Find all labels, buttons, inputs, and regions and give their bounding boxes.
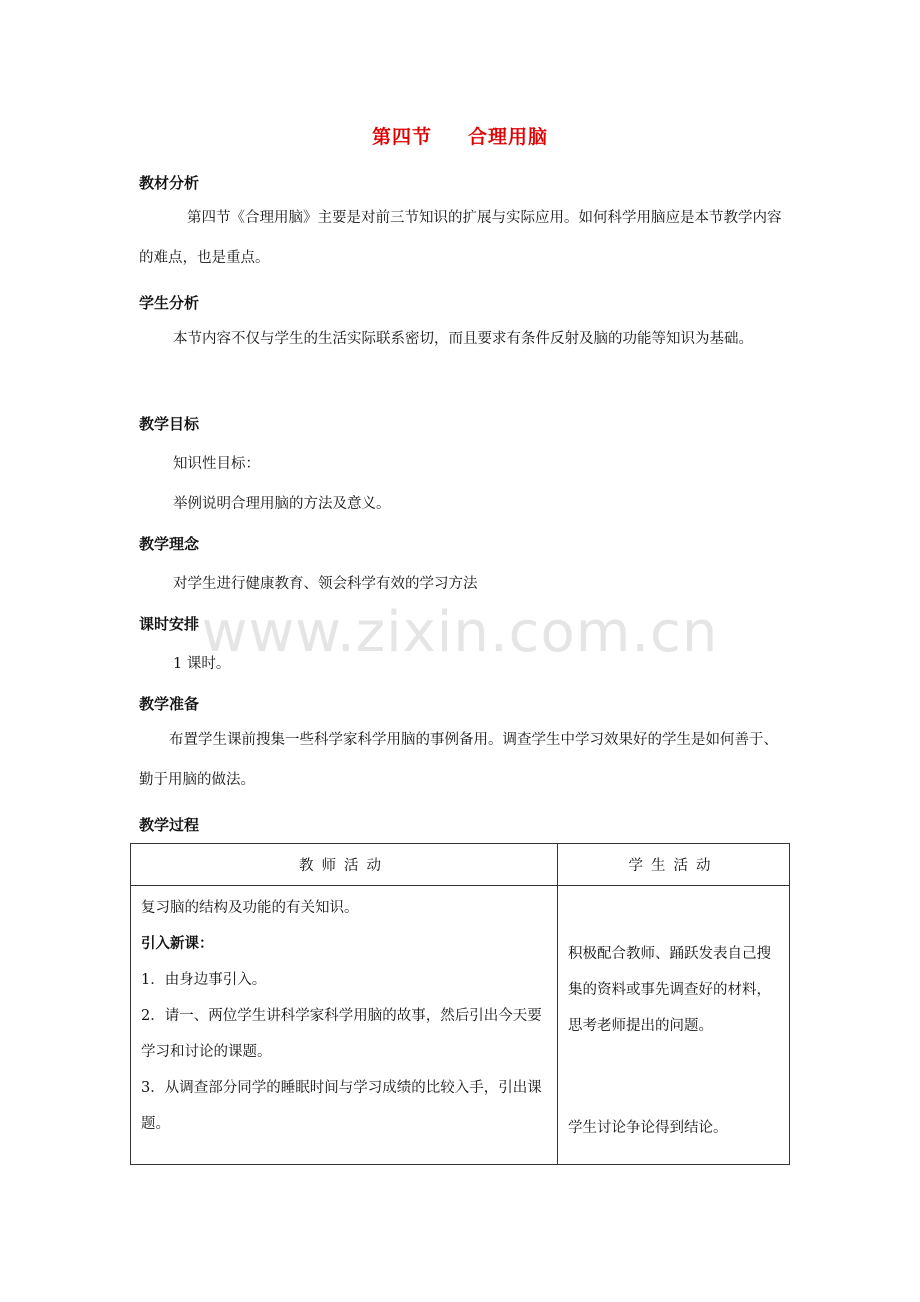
heading-process: 教学过程 — [139, 816, 200, 834]
paragraph-material: 第四节《合理用脑》主要是对前三节知识的扩展与实际应用。如何科学用脑应是本节教学内容的难点，也是重点。 — [139, 210, 782, 266]
heading-material: 教材分析 — [139, 174, 200, 192]
teacher-item2: 2．请一、两位学生讲科学家科学用脑的故事，然后引出今天要学习和讨论的课题。 — [141, 1008, 542, 1060]
heading-schedule: 课时安排 — [139, 615, 200, 633]
teacher-item3: 3．从调查部分同学的睡眠时间与学习成绩的比较入手，引出课题。 — [141, 1080, 542, 1132]
teacher-cell — [131, 886, 558, 1165]
paragraph-prep: 布置学生课前搜集一些科学家科学用脑的事例备用。调查学生中学习效果好的学生是如何善于、勤于用脑的做法。 — [139, 732, 778, 788]
paragraph-student: 本节内容不仅与学生的生活实际联系密切，而且要求有条件反射及脑的功能等知识为基础。 — [173, 331, 753, 347]
header-student: 学生活动 — [558, 844, 790, 886]
teacher-review: 复习脑的结构及功能的有关知识。 — [141, 900, 359, 916]
heading-student: 学生分析 — [139, 294, 200, 312]
teacher-item1: 1．由身边事引入。 — [141, 972, 267, 988]
goal-line2: 举例说明合理用脑的方法及意义。 — [173, 496, 391, 512]
student-cell — [558, 886, 790, 1165]
page-title — [0, 122, 920, 149]
heading-prep: 教学准备 — [139, 695, 200, 713]
table-header-row — [131, 844, 790, 886]
teacher-intro-label: 引入新课： — [141, 936, 214, 952]
student-activity1: 积极配合教师、踊跃发表自己搜集的资料或事先调查好的材料，思考老师提出的问题。 — [568, 946, 771, 1034]
title-part1: 第四节 — [371, 126, 432, 148]
idea-text: 对学生进行健康教育、领会科学有效的学习方法 — [173, 576, 478, 592]
watermark: www.zixin.com.cn — [201, 600, 719, 665]
heading-goal: 教学目标 — [139, 415, 200, 433]
table-row — [131, 886, 790, 1165]
schedule-text: 1 课时。 — [173, 656, 231, 672]
heading-idea: 教学理念 — [139, 535, 200, 553]
student-activity2: 学生讨论争论得到结论。 — [568, 1120, 728, 1136]
header-teacher: 教师活动 — [131, 844, 558, 886]
title-part2: 合理用脑 — [468, 126, 549, 148]
goal-line1: 知识性目标： — [173, 456, 260, 472]
process-table — [130, 843, 790, 1165]
